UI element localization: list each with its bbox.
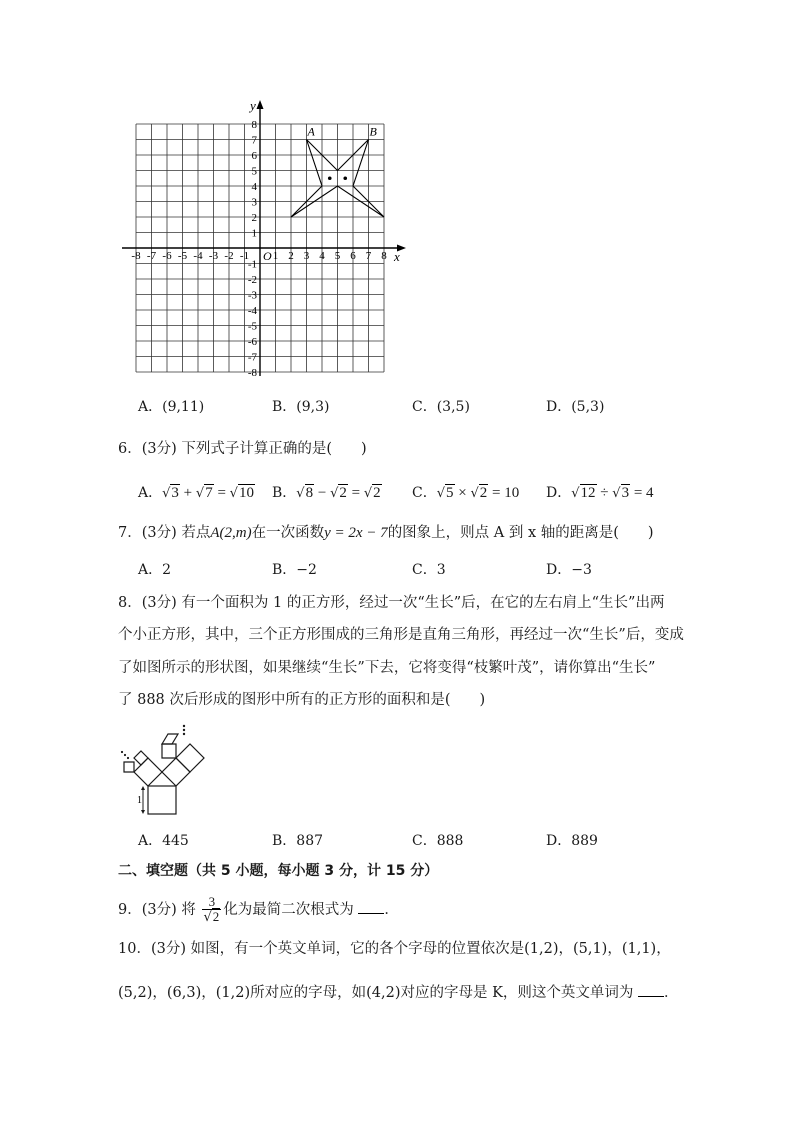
x-tick-label: 6 bbox=[350, 250, 356, 262]
q8-line-2: 个小正方形，其中，三个正方形围成的三角形是直角三角形，再经过一次“生长”后，变成 bbox=[118, 627, 684, 643]
x-tick-label: -1 bbox=[239, 250, 250, 262]
q7-function: y = 2x − 7 bbox=[324, 525, 388, 541]
q9-prefix: 9．(3分) 将 bbox=[118, 902, 196, 918]
q6-b-radicand-2: 2 bbox=[339, 485, 347, 501]
q7-prefix: 7．(3分) 若点 bbox=[118, 525, 211, 541]
q6-a-radicand-3: 10 bbox=[238, 485, 254, 501]
y-tick-label: 5 bbox=[251, 165, 257, 178]
x-tick-label: -5 bbox=[177, 250, 188, 262]
q6-option-d: D．√12 ÷ √3 = 4 bbox=[546, 485, 654, 501]
q8-line-3: 了如图所示的形状图，如果继续“生长”下去，它将变得“枝繁叶茂”，请你算出“生长” bbox=[118, 660, 656, 676]
y-tick-label: -1 bbox=[247, 258, 257, 271]
pythagoras-tree-figure bbox=[112, 722, 222, 822]
x-tick-label: -8 bbox=[131, 250, 141, 262]
q6-option-a: A．√3 + √7 = √10 bbox=[138, 485, 254, 501]
x-tick-label: -7 bbox=[146, 250, 157, 262]
y-tick-label: 3 bbox=[251, 196, 257, 209]
q10-line-2-text: (5,2)，(6,3)，(1,2)所对应的字母，如(4,2)对应的字母是 K，则这个英文单词为 bbox=[118, 985, 634, 1001]
q7-mid: 在一次函数 bbox=[251, 525, 325, 541]
q6-c-result: 10 bbox=[504, 485, 520, 501]
q6-stem: 6．(3分) 下列式子计算正确的是( ) bbox=[118, 441, 367, 457]
tree-top-left-left-square bbox=[124, 762, 134, 772]
q8-option-a: A．445 bbox=[138, 833, 189, 849]
star-eye-dot bbox=[328, 176, 332, 180]
q7-option-c: C．3 bbox=[412, 562, 446, 578]
q9-suffix: 化为最简二次根式为 bbox=[223, 902, 354, 918]
tree-top-right-right-square bbox=[176, 744, 204, 772]
y-tick-label: 2 bbox=[251, 212, 257, 224]
x-tick-label: 3 bbox=[303, 250, 310, 262]
tree-top-right-upper-square bbox=[162, 734, 178, 744]
y-tick-label: -4 bbox=[247, 305, 257, 317]
point-b-label: B bbox=[369, 124, 377, 139]
tree-right-square bbox=[162, 758, 190, 786]
q6-c-radicand-1: 5 bbox=[446, 485, 454, 501]
q8-line-1: 8．(3分) 有一个面积为 1 的正方形，经过一次“生长”后，在它的左右肩上“生长”出两 bbox=[118, 595, 665, 611]
q6-a-radicand-1: 3 bbox=[171, 485, 179, 501]
x-tick-label: -4 bbox=[193, 250, 203, 262]
star-eye-dot bbox=[343, 176, 347, 180]
tree-top-right-left-square bbox=[162, 744, 176, 758]
y-axis-arrow bbox=[257, 100, 264, 109]
q5-option-b: B．(9,3) bbox=[272, 399, 330, 415]
x-tick-label: -2 bbox=[224, 250, 234, 262]
q6-c-radicand-2: 2 bbox=[479, 485, 488, 501]
x-tick-label: 7 bbox=[365, 250, 372, 262]
size-label: 1 bbox=[137, 795, 142, 806]
q9-end: ． bbox=[384, 902, 399, 918]
q9-fraction-denominator: 2 bbox=[212, 909, 220, 924]
q7-option-b: B．−2 bbox=[272, 562, 317, 578]
y-tick-label: -7 bbox=[247, 351, 257, 364]
q6-a-label: A． bbox=[138, 485, 163, 501]
tree-base-square bbox=[148, 786, 176, 814]
q5-option-a: A．(9,11) bbox=[138, 399, 205, 415]
y-tick-label: 8 bbox=[251, 119, 257, 131]
x-tick-label: 1 bbox=[272, 250, 279, 262]
q9-fraction-denominator-wrap: √2 bbox=[203, 909, 220, 925]
q9-fraction bbox=[202, 895, 221, 925]
section-2-title: 二、填空题（共 5 小题，每小题 3 分，计 15 分） bbox=[118, 863, 439, 879]
x-tick-label: 5 bbox=[334, 250, 341, 262]
origin-label: O bbox=[263, 249, 272, 263]
q6-option-c: C．√5 × √2 = 10 bbox=[412, 485, 520, 501]
x-tick-label: 2 bbox=[288, 250, 294, 262]
q6-b-radicand-3: 2 bbox=[373, 485, 381, 501]
point-a-label: A bbox=[307, 124, 315, 139]
y-tick-label: -3 bbox=[247, 289, 257, 302]
y-axis-label: y bbox=[250, 98, 256, 113]
q6-a-radicand-2: 7 bbox=[205, 485, 213, 501]
q7-suffix: 的图象上，则点 A 到 x 轴的距离是( ) bbox=[387, 525, 654, 541]
q8-option-b: B．887 bbox=[272, 833, 324, 849]
x-axis-label: x bbox=[394, 249, 400, 264]
y-tick-label: -8 bbox=[247, 367, 257, 379]
x-tick-label: 4 bbox=[319, 250, 325, 262]
y-tick-label: 4 bbox=[251, 181, 257, 193]
x-tick-label: -3 bbox=[208, 250, 219, 262]
q6-d-label: D． bbox=[546, 485, 572, 501]
x-tick-label: 8 bbox=[381, 250, 387, 262]
y-tick-label: -6 bbox=[247, 336, 257, 348]
q9-stem bbox=[118, 892, 399, 928]
q6-b-label: B． bbox=[272, 485, 297, 501]
tree-top-left-right-square bbox=[134, 751, 148, 765]
q6-c-label: C． bbox=[412, 485, 437, 501]
q6-d-radicand-2: 3 bbox=[621, 485, 630, 501]
y-tick-label: 1 bbox=[251, 227, 257, 240]
y-tick-label: 7 bbox=[251, 134, 257, 147]
q10-answer-blank[interactable] bbox=[638, 983, 664, 997]
q10-end: ． bbox=[664, 985, 679, 1001]
y-tick-label: -5 bbox=[247, 320, 257, 333]
q7-stem bbox=[118, 523, 654, 543]
x-tick-label: -6 bbox=[162, 250, 172, 262]
q6-d-radicand-1: 12 bbox=[580, 485, 596, 501]
y-tick-label: -2 bbox=[247, 274, 257, 286]
q9-fraction-numerator: 3 bbox=[202, 895, 221, 910]
q5-option-d: D．(5,3) bbox=[546, 399, 605, 415]
q6-d-result: 4 bbox=[646, 485, 654, 501]
q8-option-d: D．889 bbox=[546, 833, 598, 849]
y-tick-label: 6 bbox=[251, 150, 257, 162]
q8-option-c: C．888 bbox=[412, 833, 464, 849]
q7-option-d: D．−3 bbox=[546, 562, 592, 578]
q7-point: A(2,m) bbox=[210, 525, 252, 541]
q6-option-b: B．√8 − √2 = √2 bbox=[272, 485, 381, 501]
q10-line-1: 10．(3分) 如图，有一个英文单词，它的各个字母的位置依次是(1,2)，(5,1)，(1,1)， bbox=[118, 941, 671, 957]
q8-line-4: 了 888 次后形成的图形中所有的正方形的面积和是( ) bbox=[118, 692, 486, 708]
q5-option-c: C．(3,5) bbox=[412, 399, 470, 415]
q6-b-radicand-1: 8 bbox=[305, 485, 314, 501]
q9-answer-blank[interactable] bbox=[358, 900, 384, 914]
coordinate-grid-figure bbox=[110, 98, 430, 390]
q7-option-a: A．2 bbox=[138, 562, 172, 578]
axes bbox=[122, 100, 406, 376]
q10-line-2 bbox=[118, 983, 679, 1003]
